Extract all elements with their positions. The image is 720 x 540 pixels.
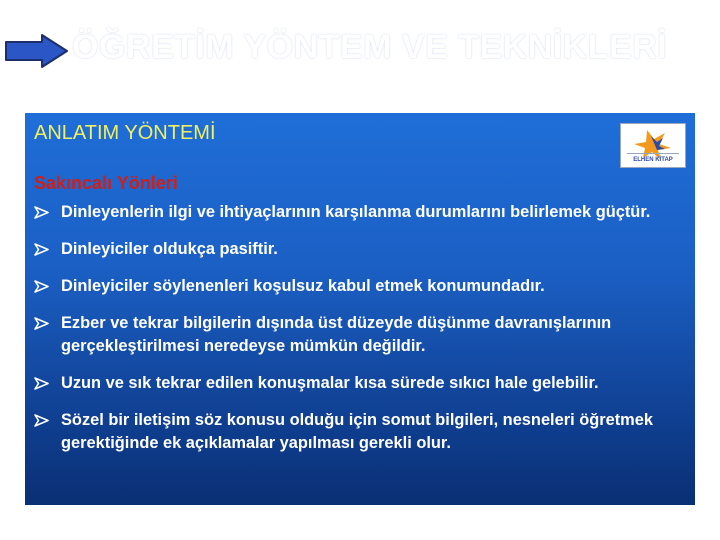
list-item: [34, 275, 694, 298]
arrowhead-bullet-icon: [34, 206, 49, 219]
list-item: [34, 409, 694, 455]
arrowhead-bullet-icon: [34, 243, 49, 256]
arrowhead-bullet-icon: [34, 317, 49, 330]
subtitle: Sakıncalı Yönleri: [34, 173, 178, 193]
content-panel: [25, 113, 695, 505]
svg-text:ELHEN KİTAP: ELHEN KİTAP: [633, 157, 673, 163]
arrowhead-bullet-icon: [34, 377, 49, 390]
bullet-list: [34, 201, 694, 455]
bullet-text: Dinleyiciler oldukça pasiftir.: [61, 240, 278, 258]
bullet-text: Uzun ve sık tekrar edilen konuşmalar kısa sürede sıkıcı hale gelebilir.: [61, 374, 599, 392]
logo-icon: [621, 124, 685, 167]
section-title: ANLATIM YÖNTEMİ: [34, 122, 216, 144]
arrowhead-bullet-icon: [34, 280, 49, 293]
slide-title: ÖĞRETİM YÖNTEM VE TEKNİKLERİ: [72, 28, 668, 66]
bullet-text: Dinleyenlerin ilgi ve ihtiyaçlarının karşılanma durumlarını belirlemek güçtür.: [61, 203, 651, 221]
bullet-text: Ezber ve tekrar bilgilerin dışında üst düzeyde düşünme davranışlarının gerçekleştirilmesi neredeyse mümkün değildir.: [61, 314, 612, 355]
list-item: [34, 201, 694, 224]
arrowhead-bullet-icon: [34, 414, 49, 427]
list-item: [34, 238, 694, 261]
bullet-text: Dinleyiciler söylenenleri koşulsuz kabul etmek konumundadır.: [61, 277, 545, 295]
bullet-text: Sözel bir iletişim söz konusu olduğu için somut bilgileri, nesneleri öğretmek gerektiğinde ek açıklamalar yapılması gerekli olur.: [61, 411, 653, 452]
publisher-logo: [620, 123, 686, 168]
arrow-right-icon: [4, 33, 70, 69]
list-item: [34, 312, 694, 358]
list-item: [34, 372, 694, 395]
